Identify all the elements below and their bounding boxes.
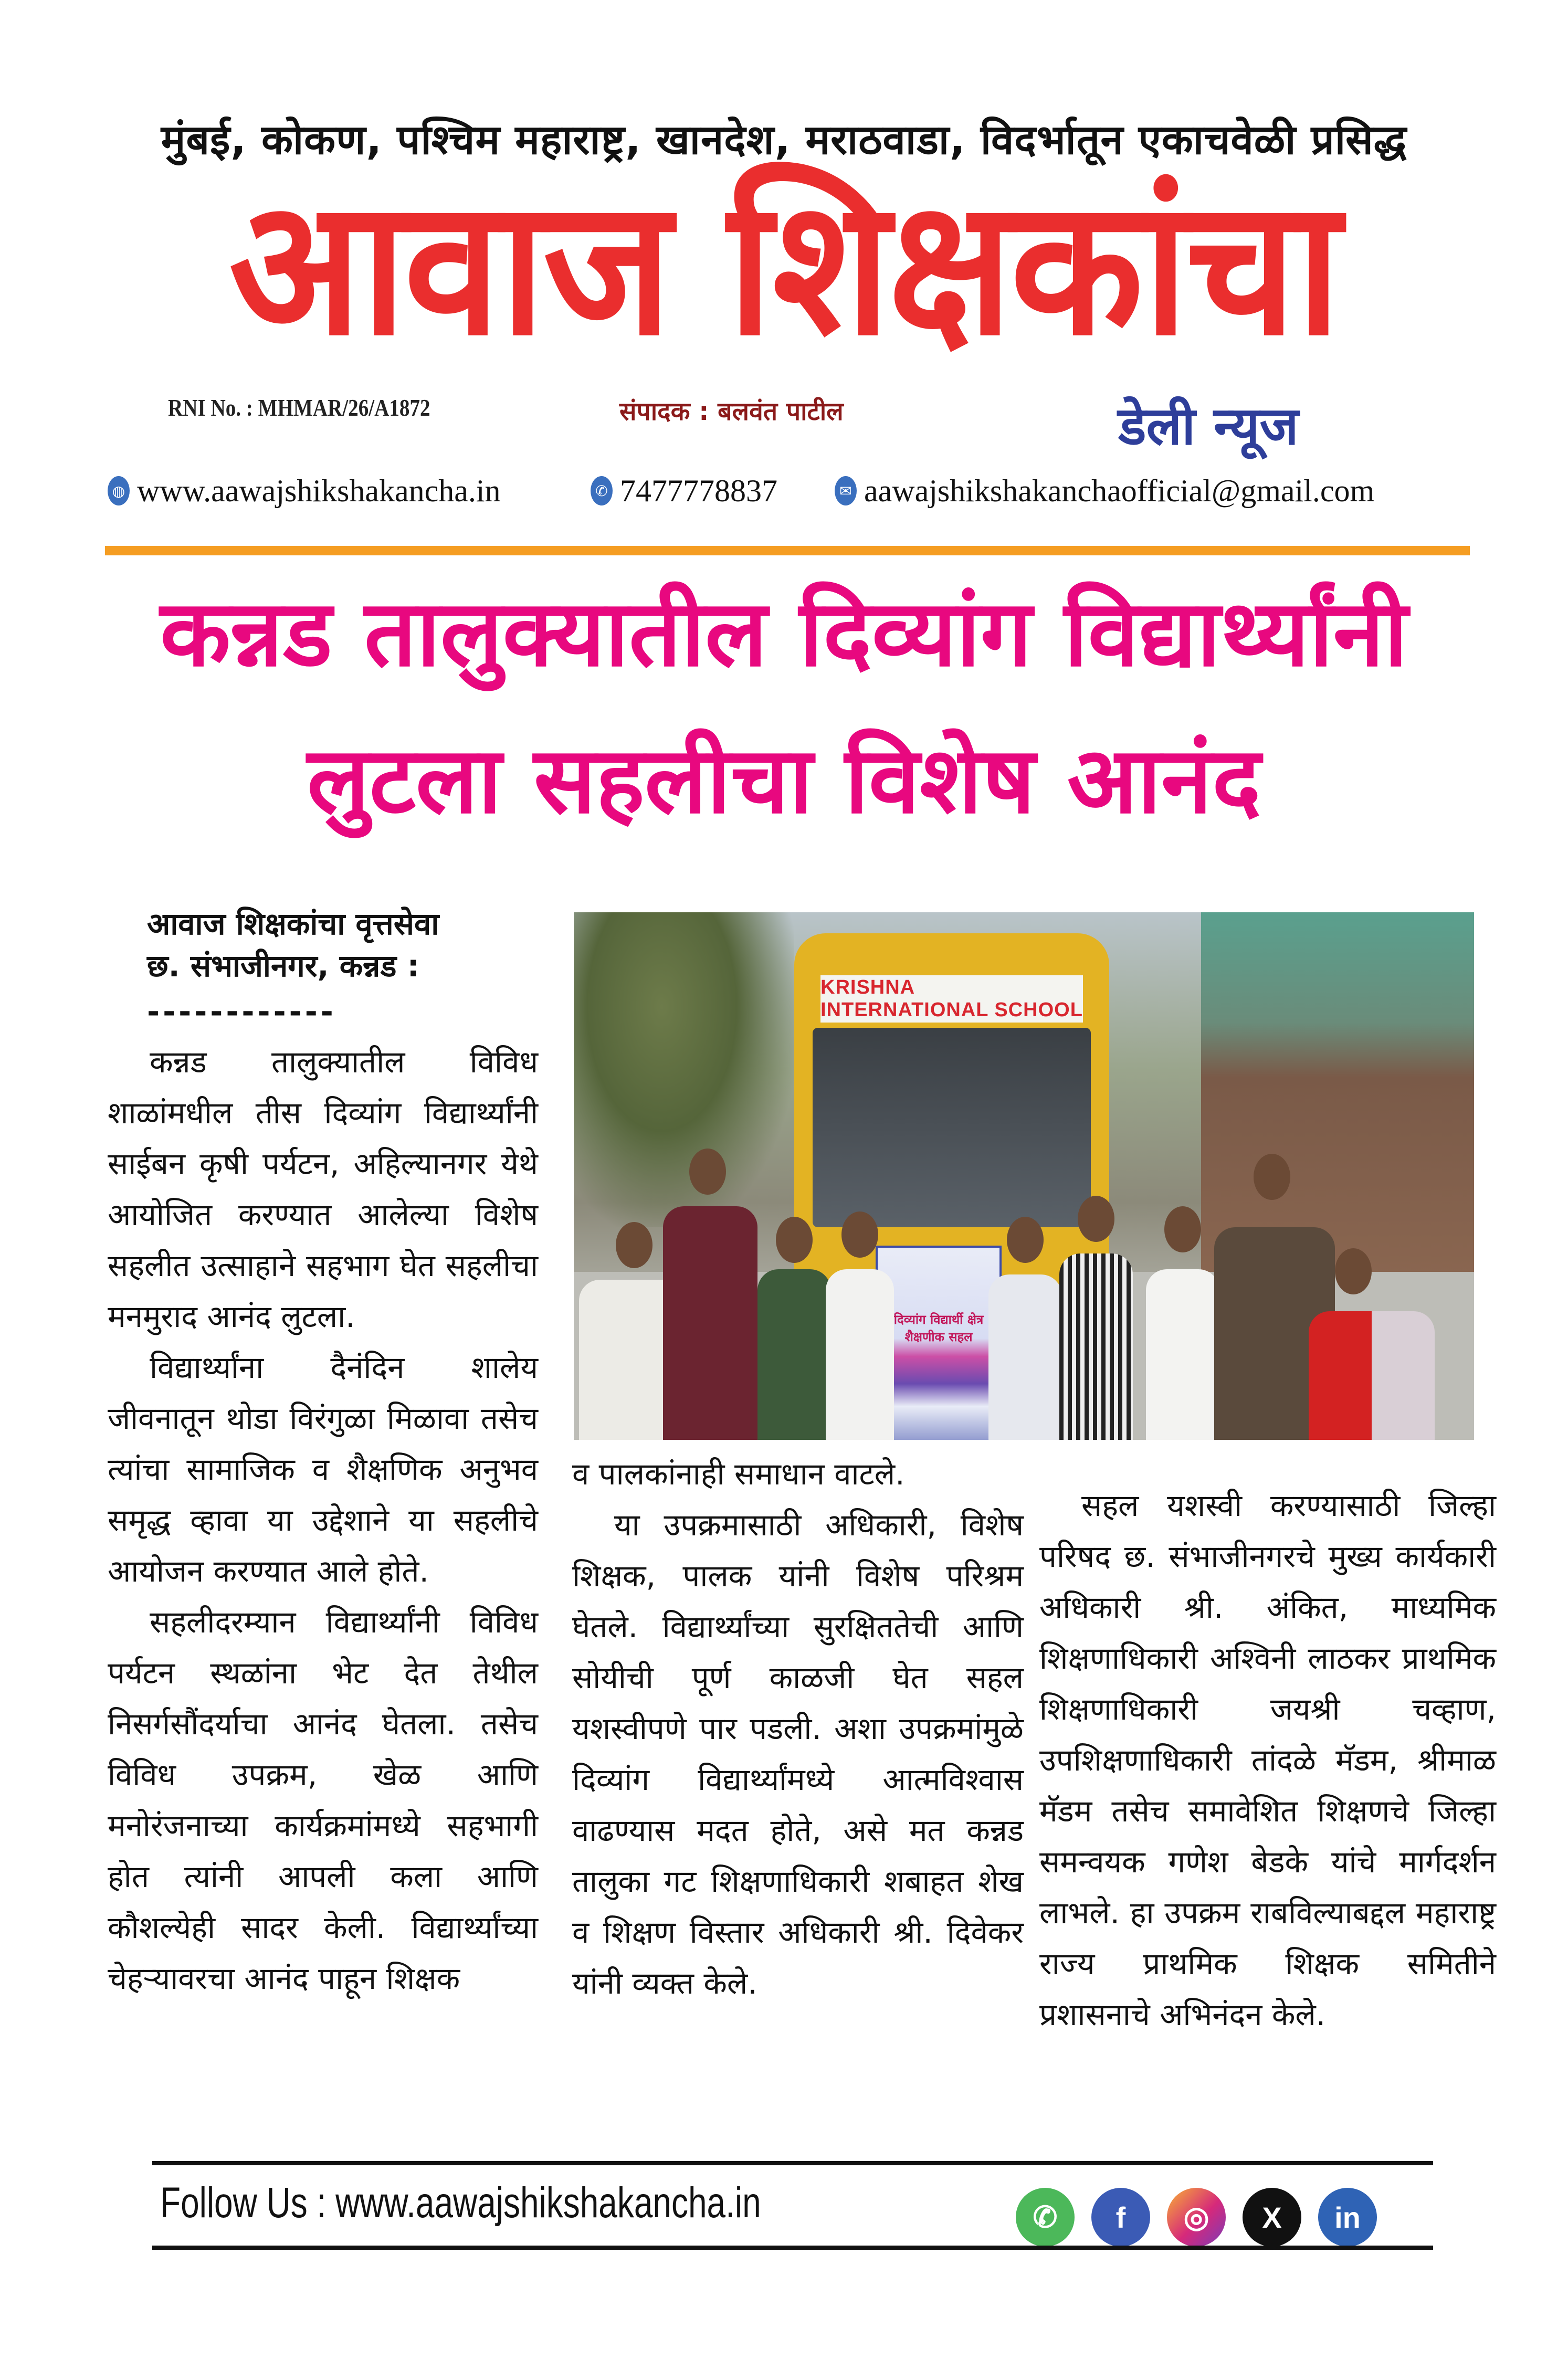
editor-credit: संपादक : बलवंत पाटील <box>619 397 844 426</box>
globe-icon: ◍ <box>108 476 130 505</box>
linkedin-icon[interactable]: in <box>1318 2188 1377 2247</box>
x-twitter-icon[interactable]: X <box>1243 2188 1301 2247</box>
paragraph: या उपक्रमासाठी अधिकारी, विशेष शिक्षक, पालक यांनी विशेष परिश्रम घेतले. विद्यार्थ्यांच्या सुरक्षिततेची आणि सोयीची पूर्ण काळजी घेत सहल यशस्वीपणे पार पडली. अशा उपक्रमांमुळे दिव्यांग विद्यार्थ्यांमध्ये आत्मविश्वास वाढण्यास मदत होते, असे मत कन्नड तालुका गट शिक्षणाधिकारी शबाहत शेख व शिक्षण विस्तार अधिकारी श्री. दिवेकर यांनी व्यक्त केले. <box>572 1507 1024 2001</box>
email-text[interactable]: aawajshikshakanchaofficial@gmail.com <box>864 473 1375 508</box>
instagram-icon[interactable]: ◎ <box>1167 2188 1226 2247</box>
dateline-agency: आवाज शिक्षकांचा वृत्तसेवा <box>147 906 439 942</box>
photo-trees <box>574 912 794 1227</box>
contact-email[interactable] <box>835 472 1374 509</box>
person-head <box>1335 1248 1372 1294</box>
person <box>1059 1253 1133 1440</box>
person <box>757 1269 831 1440</box>
phone-text[interactable]: 7477778837 <box>620 473 777 508</box>
masthead-title: आवाज शिक्षकांचा <box>229 159 1339 377</box>
headline-line-2: लुटला सहलीचा विशेष आनंद <box>307 728 1261 834</box>
website-text[interactable]: www.aawajshikshakancha.in <box>137 473 501 508</box>
paragraph: कन्नड तालुक्यातील विविध शाळांमधील तीस दिव्यांग विद्यार्थ्यांनी साईबन कृषी पर्यटन, अहिल्यानगर येथे आयोजित करण्यात आलेल्या विशेष सहलीत उत्साहाने सहभाग घेत सहलीचा मनमुराद आनंद लुटला. <box>108 1044 538 1334</box>
bus-sign: KRISHNA INTERNATIONAL SCHOOL <box>820 975 1083 1023</box>
paragraph: सहलीदरम्यान विद्यार्थ्यांनी विविध पर्यटन स्थळांना भेट देत तेथील निसर्गसौंदर्याचा आनंद घेतला. तसेच विविध उपक्रम, खेळ आणि मनोरंजनाच्या कार्यक्रमांमध्ये सहभागी होत त्यांनी आपली कला आणि कौशल्येही सादर केली. विद्यार्थ्यांच्या चेहऱ्यावरचा आनंद पाहून शिक्षक <box>108 1604 538 1996</box>
person-head <box>1164 1206 1201 1252</box>
contact-website[interactable] <box>108 472 501 509</box>
tagline: मुंबई, कोकण, पश्चिम महाराष्ट्र, खानदेश, मराठवाडा, विदर्भातून एकाचवेळी प्रसिद्ध <box>161 117 1407 164</box>
daily-news-label: डेली न्यूज <box>1118 395 1299 457</box>
paragraph: व पालकांनाही समाधान वाटले. <box>572 1456 905 1492</box>
person <box>663 1206 757 1440</box>
article-photo <box>574 912 1474 1440</box>
paragraph: विद्यार्थ्यांना दैनंदिन शालेय जीवनातून थोडा विरंगुळा मिळावा तसेच त्यांचा सामाजिक व शैक्षणिक अनुभव समृद्ध व्हावा या उद्देशाने या सहलीचे आयोजन करण्यात आले होते. <box>108 1350 538 1589</box>
person-head <box>776 1217 813 1263</box>
phone-icon: ✆ <box>591 476 613 505</box>
photo-building <box>1201 912 1474 1280</box>
headline-line-1: कन्नड तालुक्यातील दिव्यांग विद्यार्थ्यांनी <box>160 581 1408 687</box>
person <box>1309 1311 1435 1440</box>
person-head <box>616 1222 653 1268</box>
follow-us-link[interactable]: Follow Us : www.aawajshikshakancha.in <box>160 2179 761 2227</box>
dateline-separator: ------------ <box>147 994 336 1029</box>
dateline-location: छ. संभाजीनगर, कन्नड : <box>147 948 419 984</box>
person <box>1146 1269 1219 1440</box>
article-column-1 <box>108 903 538 2004</box>
social-icons <box>1016 2188 1377 2247</box>
person <box>988 1274 1062 1440</box>
person-head <box>1078 1196 1114 1242</box>
person-head <box>1007 1217 1044 1263</box>
bus-windshield <box>813 1028 1091 1227</box>
trip-banner: दिव्यांग विद्यार्थी क्षेत्र शैक्षणीक सहल <box>876 1246 1002 1440</box>
person-head <box>689 1149 726 1195</box>
header-divider <box>105 546 1470 555</box>
whatsapp-icon[interactable]: ✆ <box>1016 2188 1075 2247</box>
rni-number: RNI No. : MHMAR/26/A1872 <box>168 394 430 421</box>
article-column-2 <box>572 1449 1024 2009</box>
article-column-3 <box>1039 1480 1496 2040</box>
person-head <box>841 1211 878 1258</box>
person-head <box>1254 1154 1290 1200</box>
facebook-icon[interactable]: f <box>1091 2188 1150 2247</box>
mail-icon: ✉ <box>835 476 857 505</box>
footer-divider-bottom <box>152 2246 1433 2250</box>
person <box>826 1269 894 1440</box>
footer-divider-top <box>152 2161 1433 2165</box>
contact-phone[interactable] <box>591 472 777 509</box>
paragraph: सहल यशस्वी करण्यासाठी जिल्हा परिषद छ. संभाजीनगरचे मुख्य कार्यकारी अधिकारी श्री. अंकित, माध्यमिक शिक्षणाधिकारी अश्विनी लाठकर प्राथमिक शिक्षणाधिकारी जयश्री चव्हाण, उपशिक्षणाधिकारी तांदळे मॅडम, श्रीमाळ मॅडम तसेच समावेशित शिक्षणचे जिल्हा समन्वयक गणेश बेडके यांचे मार्गदर्शन लाभले. हा उपक्रम राबविल्याबद्दल महाराष्ट्र राज्य प्राथमिक शिक्षक समितीने प्रशासनाचे अभिनंदन केले. <box>1039 1488 1496 2032</box>
